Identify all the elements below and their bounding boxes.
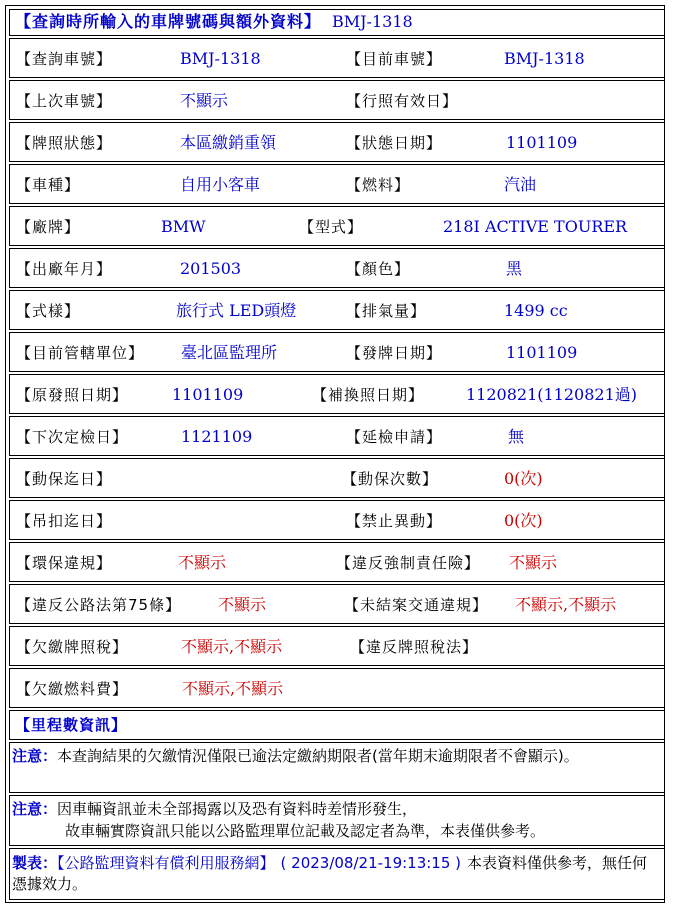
row-plate-number xyxy=(9,38,665,78)
label-mortgage-count: 【動保次數】 xyxy=(342,470,439,488)
label-plate-status: 【牌照狀態】 xyxy=(16,134,113,152)
row-inspection xyxy=(9,416,665,456)
value-query-plate: BMJ-1318 xyxy=(180,49,261,68)
footer-time: ( 2023/08/21-19:13:15 ) xyxy=(280,854,462,872)
row-plate-status xyxy=(9,122,665,162)
mileage-row xyxy=(9,710,665,740)
label-license-tax-violation: 【違反牌照稅法】 xyxy=(350,638,479,656)
label-model: 【型式】 xyxy=(299,218,364,236)
value-manufacture-date: 201503 xyxy=(180,259,242,278)
title-row xyxy=(9,9,665,36)
label-mortgage-end: 【動保迄日】 xyxy=(16,470,113,488)
label-fuel: 【燃料】 xyxy=(346,176,411,194)
value-reissue-date: 1120821(1120821過) xyxy=(466,385,638,404)
label-vehicle-type: 【車種】 xyxy=(16,176,81,194)
label-status-date: 【狀態日期】 xyxy=(346,134,443,152)
label-open-traffic-violations: 【未結案交通違規】 xyxy=(344,596,489,614)
label-highway-act: 【違反公路法第75條】 xyxy=(16,596,182,614)
label-insurance-violation: 【違反強制責任險】 xyxy=(336,554,481,572)
row-license-dates xyxy=(9,374,665,414)
value-brand: BMW xyxy=(161,217,206,236)
row-suspension xyxy=(9,500,665,540)
label-env-violation: 【環保違規】 xyxy=(16,554,113,572)
label-deferral: 【延檢申請】 xyxy=(346,428,443,446)
note-disclaimer-body2: 故車輛實際資訊只能以公路監理單位記載及認定者為準，本表僅供參考。 xyxy=(65,822,546,840)
row-jurisdiction xyxy=(9,332,665,372)
label-displacement: 【排氣量】 xyxy=(346,302,427,320)
label-color: 【顏色】 xyxy=(346,260,411,278)
value-color: 黑 xyxy=(506,259,523,278)
footer-head: 製表： xyxy=(12,854,58,872)
value-mortgage-count: 0(次) xyxy=(504,469,543,488)
row-license-tax xyxy=(9,626,665,666)
value-unpaid-fuel-fee: 不顯示,不顯示 xyxy=(182,679,284,698)
note-overdue-body: 本查詢結果的欠繳情況僅限已逾法定繳納期限者(當年期末逾期限者不會顯示)。 xyxy=(57,747,579,765)
label-unpaid-license-tax: 【欠繳牌照稅】 xyxy=(16,638,129,656)
label-style: 【式樣】 xyxy=(16,302,81,320)
row-fuel-fee xyxy=(9,668,665,708)
row-violations-highway xyxy=(9,584,665,624)
value-insurance-violation: 不顯示 xyxy=(509,553,558,572)
label-brand: 【廠牌】 xyxy=(16,218,81,236)
value-status-date: 1101109 xyxy=(506,133,578,152)
label-current-plate: 【目前車號】 xyxy=(346,50,443,68)
value-deferral: 無 xyxy=(508,427,525,446)
value-previous-plate: 不顯示 xyxy=(180,91,229,110)
value-original-issue: 1101109 xyxy=(172,385,244,404)
row-vehicle-type xyxy=(9,164,665,204)
footer-text xyxy=(12,853,662,895)
label-transfer-ban: 【禁止異動】 xyxy=(346,512,443,530)
value-fuel: 汽油 xyxy=(504,175,537,194)
value-model: 218I ACTIVE TOURER xyxy=(443,217,628,236)
label-manufacture-date: 【出廠年月】 xyxy=(16,260,113,278)
label-next-inspection: 【下次定檢日】 xyxy=(16,428,129,446)
value-vehicle-type: 自用小客車 xyxy=(180,175,261,194)
mileage-label: 【里程數資訊】 xyxy=(15,716,128,734)
value-style: 旅行式 LED頭燈 xyxy=(176,301,297,320)
title-plate: BMJ-1318 xyxy=(332,12,413,31)
title-label: 【查詢時所輸入的車牌號碼與額外資料】 xyxy=(15,12,322,31)
value-open-traffic-violations: 不顯示,不顯示 xyxy=(515,595,617,614)
note-disclaimer-line1 xyxy=(12,799,662,820)
note-disclaimer-head: 注意： xyxy=(12,800,58,818)
label-reissue-date: 【補換照日期】 xyxy=(312,386,425,404)
note-overdue xyxy=(9,742,665,793)
value-current-plate: BMJ-1318 xyxy=(504,49,585,68)
value-jurisdiction: 臺北區監理所 xyxy=(181,343,278,362)
note-disclaimer-line2 xyxy=(65,821,662,842)
label-license-valid: 【行照有效日】 xyxy=(346,92,459,110)
footer-service: 【公路監理資料有償利用服務網】 xyxy=(57,854,275,872)
footer-note xyxy=(9,848,665,900)
label-jurisdiction: 【目前管轄單位】 xyxy=(16,344,145,362)
value-displacement: 1499 cc xyxy=(504,301,568,320)
footer-body: 本表資料僅供參考，無任何憑據效力。 xyxy=(12,854,648,893)
note-overdue-head: 注意： xyxy=(12,747,58,765)
row-chattel-mortgage xyxy=(9,458,665,498)
row-previous-plate xyxy=(9,80,665,120)
value-next-inspection: 1121109 xyxy=(181,427,253,446)
label-previous-plate: 【上次車號】 xyxy=(16,92,113,110)
value-highway-act: 不顯示 xyxy=(218,595,267,614)
label-query-plate: 【查詢車號】 xyxy=(16,50,113,68)
row-manufacture xyxy=(9,248,665,288)
row-style xyxy=(9,290,665,330)
label-unpaid-fuel-fee: 【欠繳燃料費】 xyxy=(16,680,129,698)
value-transfer-ban: 0(次) xyxy=(504,511,543,530)
note-disclaimer-body1: 因車輛資訊並未全部揭露以及恐有資料時差情形發生， xyxy=(57,800,418,818)
value-unpaid-license-tax: 不顯示,不顯示 xyxy=(181,637,283,656)
note-disclaimer xyxy=(9,795,665,846)
label-issue-date: 【發牌日期】 xyxy=(346,344,443,362)
value-plate-status: 本區繳銷重領 xyxy=(180,133,277,152)
label-original-issue: 【原發照日期】 xyxy=(16,386,129,404)
label-suspension-end: 【吊扣迄日】 xyxy=(16,512,113,530)
row-violations-env xyxy=(9,542,665,582)
row-brand xyxy=(9,206,665,246)
value-issue-date: 1101109 xyxy=(506,343,578,362)
note-overdue-text xyxy=(12,746,662,767)
value-env-violation: 不顯示 xyxy=(178,553,227,572)
